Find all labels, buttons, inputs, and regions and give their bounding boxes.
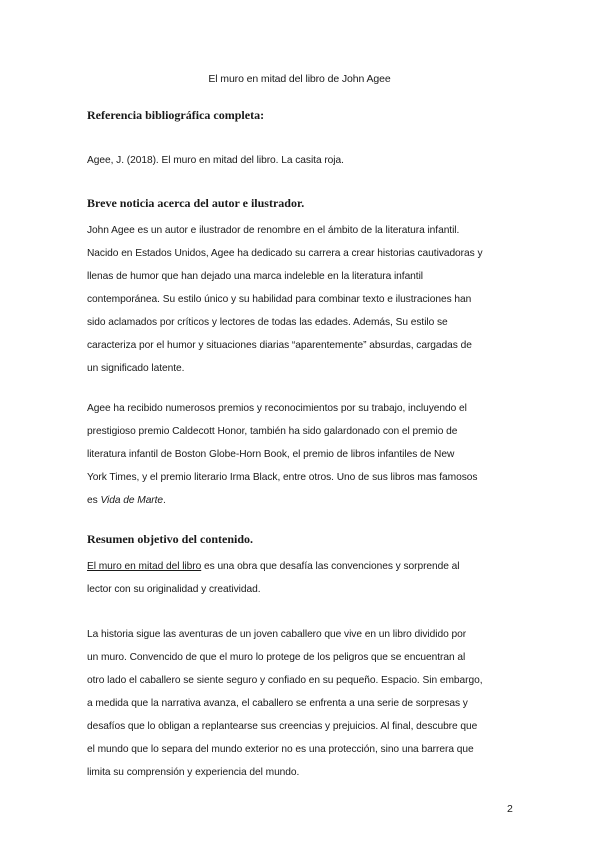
summary-heading: Resumen objetivo del contenido.	[87, 532, 253, 546]
document-title: El muro en mitad del libro de John Agee	[208, 73, 391, 85]
paragraph-line: un significado latente.	[87, 363, 185, 374]
paragraph-line: Agee ha recibido numerosos premios y reconocimientos por su trabajo, incluyendo el	[87, 403, 467, 414]
paragraph-line: el mundo que lo separa del mundo exterior no es una protección, sino una barrera que	[87, 744, 474, 755]
paragraph-line: a medida que la narrativa avanza, el caballero se enfrenta a una serie de sorpresas y	[87, 698, 468, 709]
reference-text	[87, 149, 527, 172]
reference-heading: Referencia bibliográfica completa:	[87, 108, 265, 122]
book-title-italic: Vida de Marte	[100, 495, 164, 506]
paragraph-line: York Times, y el premio literario Irma Black, entre otros. Uno de sus libros mas famosos	[87, 472, 478, 483]
paragraph-line: lector con su originalidad y creatividad.	[87, 584, 261, 595]
paragraph-line: Nacido en Estados Unidos, Agee ha dedicado su carrera a crear historias cautivadoras y	[87, 248, 483, 259]
line-rest: es una obra que desafía las convenciones y sorprende al	[201, 561, 460, 572]
paragraph-line: prestigioso premio Caldecott Honor, también ha sido galardonado con el premio de	[87, 426, 458, 437]
paragraph-line: literatura infantil de Boston Globe-Horn Book, el premio de libros infantiles de New	[87, 449, 455, 460]
page-number: 2	[507, 803, 513, 815]
paragraph-line	[87, 555, 527, 578]
paragraph-line: llenas de humor que han dejado una marca indeleble en la literatura infantil	[87, 271, 424, 282]
paragraph-line	[87, 489, 527, 512]
summary-paragraph-1	[87, 555, 527, 601]
line-prefix: es	[87, 495, 101, 506]
line-suffix: .	[163, 495, 166, 506]
paragraph-line: sido aclamados por críticos y lectores de todas las edades. Además, Su estilo se	[87, 317, 448, 328]
paragraph-line: caracteriza por el humor y situaciones diarias “aparentemente” absurdas, cargadas de	[87, 340, 472, 351]
paragraph-line: desafíos que lo obligan a replantearse sus creencias y prejuicios. Al final, descubre que	[87, 721, 478, 732]
summary-paragraph-2	[87, 623, 527, 784]
paragraph-line: La historia sigue las aventuras de un joven caballero que vive en un libro dividido por	[87, 629, 467, 640]
author-heading: Breve noticia acerca del autor e ilustrador.	[87, 196, 305, 210]
paragraph-line: contemporánea. Su estilo único y su habilidad para combinar texto e ilustraciones han	[87, 294, 472, 305]
reference-line: Agee, J. (2018). El muro en mitad del libro. La casita roja.	[87, 155, 344, 166]
paragraph-line: otro lado el caballero se siente seguro y confiado en su pequeño. Espacio. Sin embargo,	[87, 675, 483, 686]
paragraph-line: un muro. Convencido de que el muro lo protege de los peligros que se encuentran al	[87, 652, 466, 663]
author-paragraph-2	[87, 397, 527, 512]
paragraph-line: John Agee es un autor e ilustrador de renombre en el ámbito de la literatura infantil.	[87, 225, 460, 236]
author-paragraph-1	[87, 219, 527, 380]
paragraph-line: limita su comprensión y experiencia del mundo.	[87, 767, 300, 778]
book-title-link[interactable]: El muro en mitad del libro	[87, 561, 202, 572]
